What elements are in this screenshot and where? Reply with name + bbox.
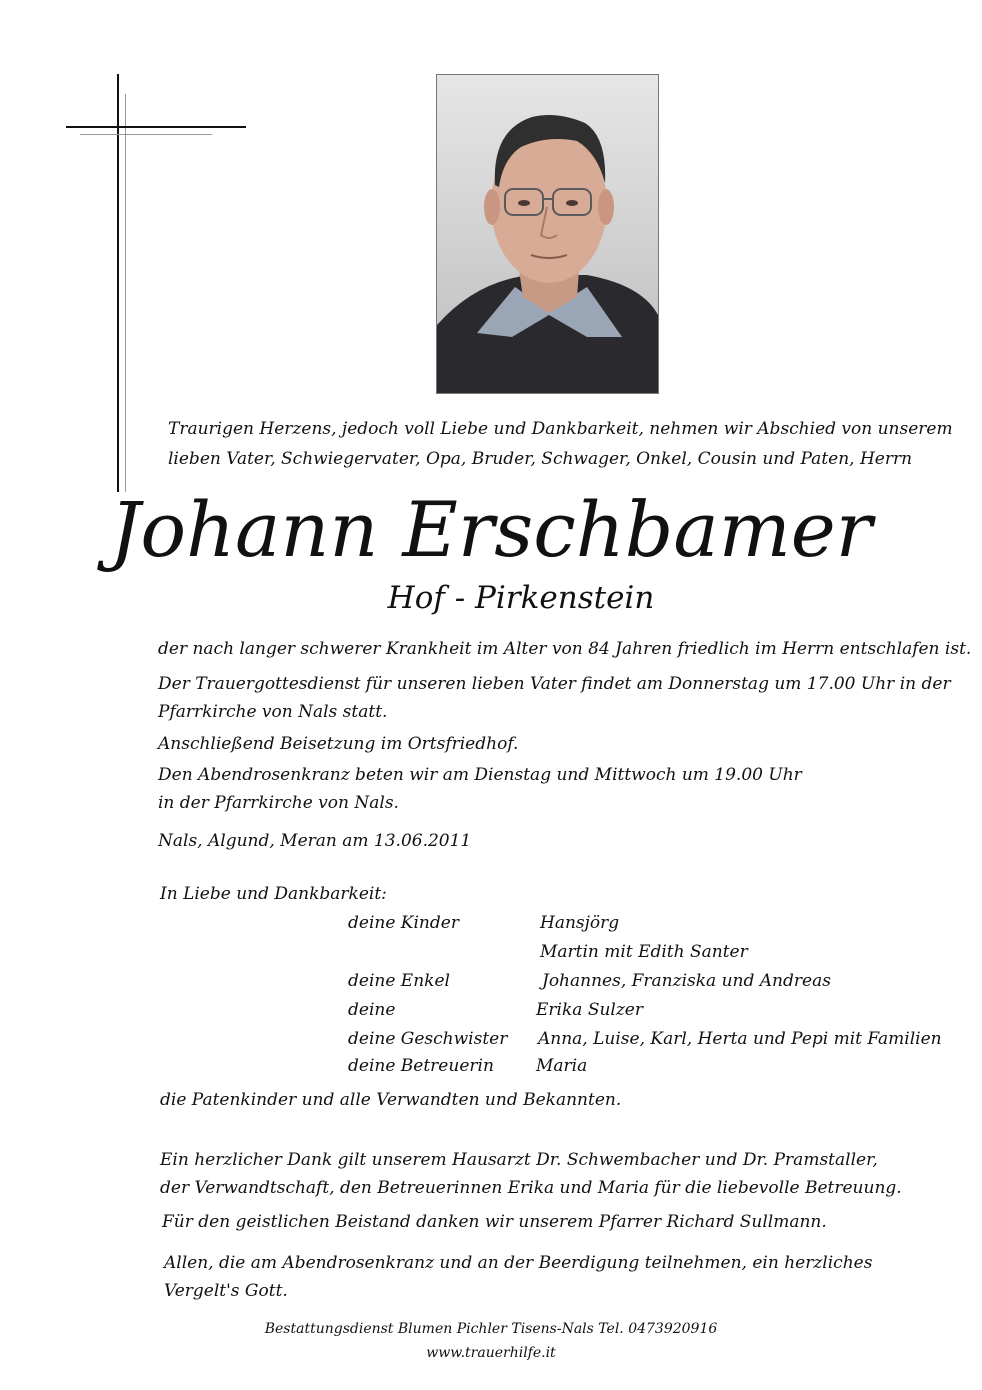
service-line: Pfarrkirche von Nals statt. <box>158 702 388 722</box>
mourner-names: Maria <box>536 1056 588 1076</box>
thanks-line: Vergelt's Gott. <box>164 1281 288 1301</box>
burial-line: Anschließend Beisetzung im Ortsfriedhof. <box>158 734 519 754</box>
portrait-photo <box>436 74 659 394</box>
mourner-relation: deine Enkel <box>348 971 450 991</box>
deceased-name: Johann Erschbamer <box>109 485 873 574</box>
thanks-line: Für den geistlichen Beistand danken wir unserem Pfarrer Richard Sullmann. <box>162 1212 827 1232</box>
mourner-names: Anna, Luise, Karl, Herta und Pepi mit Familien <box>538 1029 942 1049</box>
service-line: Der Trauergottesdienst für unseren lieben Vater findet am Donnerstag um 17.00 Uhr in der <box>158 674 951 694</box>
mourner-names: Hansjörg <box>540 913 620 933</box>
mourner-names: Johannes, Franziska und Andreas <box>542 971 831 991</box>
mourner-relation: deine Kinder <box>348 913 459 933</box>
mourner-names: Martin mit Edith Santer <box>540 942 748 962</box>
deceased-place: Hof - Pirkenstein <box>387 580 655 616</box>
footer-company: Bestattungsdienst Blumen Pichler Tisens-Nals Tel. 0473920916 <box>264 1321 718 1337</box>
death-line: der nach langer schwerer Krankheit im Alter von 84 Jahren friedlich im Herrn entschlafen ist. <box>158 639 972 659</box>
intro-line: Traurigen Herzens, jedoch voll Liebe und Dankbarkeit, nehmen wir Abschied von unserem <box>168 419 953 439</box>
intro-text <box>168 414 953 474</box>
thanks-line: Ein herzlicher Dank gilt unserem Hausarzt Dr. Schwembacher und Dr. Pramstaller, <box>160 1150 878 1170</box>
portrait-image <box>437 75 658 393</box>
rosary-line: Den Abendrosenkranz beten wir am Dienstag und Mittwoch um 19.00 Uhr <box>158 765 802 785</box>
mourners-closing: die Patenkinder und alle Verwandten und Bekannten. <box>160 1090 622 1110</box>
mourner-relation: deine Geschwister <box>348 1029 508 1049</box>
date-line: Nals, Algund, Meran am 13.06.2011 <box>158 831 472 851</box>
thanks-line: der Verwandtschaft, den Betreuerinnen Erika und Maria für die liebevolle Betreuung. <box>160 1178 902 1198</box>
mourner-relation: deine Betreuerin <box>348 1056 494 1076</box>
thanks-line: Allen, die am Abendrosenkranz und an der Beerdigung teilnehmen, ein herzliches <box>164 1253 873 1273</box>
intro-line: lieben Vater, Schwiegervater, Opa, Bruder, Schwager, Onkel, Cousin und Paten, Herrn <box>168 449 913 469</box>
mourners-heading: In Liebe und Dankbarkeit: <box>160 884 387 904</box>
rosary-line: in der Pfarrkirche von Nals. <box>158 793 399 813</box>
footer-website: www.trauerhilfe.it <box>426 1345 556 1361</box>
mourner-relation: deine <box>348 1000 396 1020</box>
mourner-names: Erika Sulzer <box>536 1000 643 1020</box>
